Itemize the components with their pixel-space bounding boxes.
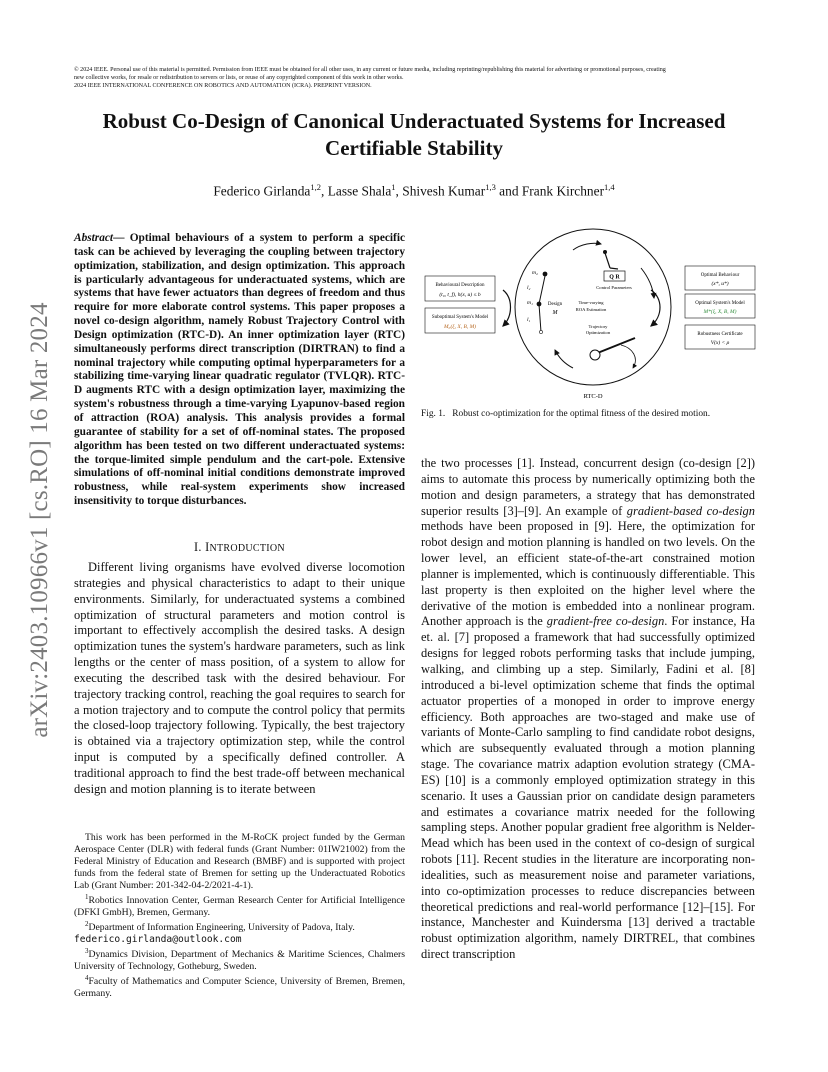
paper-title: [60, 108, 768, 162]
output-arrow: [651, 290, 660, 326]
copyright-notice: [74, 66, 754, 90]
affiliation-4: [74, 973, 405, 1000]
author-separator: ,: [395, 183, 403, 199]
author-affiliation: 1,4: [604, 182, 615, 192]
input-arrow: [503, 290, 511, 326]
emphasis: gradient-based co-design: [626, 503, 755, 518]
text-run: methods have been proposed in [9]. Here, the optimization for robot design and motion planning is handled on two levels. On the lower level, an efficient state-of-the-art constrained motion planner is implemented, which is continuously differentiable. This last property is then exploited on the higher level where the derivative of the motion is embedded into a nonlinear program. Another approach is the: [421, 519, 755, 629]
robot-arm-icon: [605, 253, 610, 268]
author-name: Lasse Shala: [327, 183, 392, 199]
box-title: Suboptimal System's Model: [431, 315, 489, 320]
text-run: . For instance, Ha et. al. [7] proposed a framework that had successfully optimized designs for legged robots performing tasks that include jumping, walking, and climbing up a step. Similarly, Fadini et al. [8] introduced a bi-level optimization scheme that finds the optimal actuator properties of a monoped in order to improve energy efficiency. Both approaches are two-staged and make use of variants of Monte-Carlo sampling to find candidate robot designs, which are subsequently evaluated through a motion planning stage. The covariance matrix adaption evolution strategy (CMA-ES) [10] is a commonly employed optimization strategy in this scenario. It uses a Gaussian prior on candidate design parameters and estimates a covariance matrix needed for the following sampling steps. Another popular gradient free algorithm is Nelder-Mead which has been used in the context of co-design of surgical robots [11]. Recent studies in the literature are incorporating non-idealities, such as measurement noise and parameter variations, into co-optimization processes to reduce discrepancies between theoretical predictions and real-world performance [12]–[15]. For instance, Manchester and Kuindersma [13] derived a tractable robust optimization algorithm, namely DIRTREL, that combines direct transcription: [421, 614, 756, 962]
trajectory-arrow-icon: [621, 345, 635, 368]
affiliation-2: [74, 919, 405, 946]
label-design-symbol: M: [552, 310, 558, 316]
affiliation-text: Department of Information Engineering, University of Padova, Italy.: [88, 922, 355, 934]
pendulum-link-2: [539, 276, 545, 304]
author-affiliation: 1: [391, 182, 396, 192]
section-heading: [74, 540, 405, 555]
abstract-text: Optimal behaviours of a system to perform a specific task can be achieved by leveraging the coupling between trajectory optimization, stabilization, and design optimization. This approach is particularly advantageous for underactuated systems, which are systems that have fewer actuators than degrees of freedom and thus require for more elaborate control systems. This paper proposes a novel co-design algorithm, namely Robust Trajectory Control with Design optimization (RTC-D). An inner optimization layer (RTC) simultaneously performs direct transcription (DIRTRAN) to find a nominal trajectory while computing optimal hyperparameters for a stabilizing time-varying linear quadratic regulator (TVLQR). RTC-D augments RTC with a design optimization layer, maximizing the system's robustness through a time-varying Lyapunov-based region of attraction (ROA) analysis. This analysis provides a formal guarantee of stability for a set of off-nominal states. The proposed algorithm has been tested on two different underactuated systems: the torque-limited simple pendulum and the cart-pole. Extensive simulations of off-nominal initial conditions demonstrate improved robustness, while real-system experiments show increased insensitivity to torque disturbances.: [74, 232, 406, 508]
trajectory-pivot-icon: [590, 350, 600, 360]
box-math: M₀(ξ, X, B, M): [443, 324, 477, 330]
robot-joint-icon: [603, 250, 607, 254]
footnote-mark: 2: [85, 919, 89, 928]
footnote-mark: 1: [85, 892, 89, 901]
copyright-line: © 2024 IEEE. Personal use of this material is permitted. Permission from IEEE must be obtained for all other uses, in any current or future media, including reprinting/republishing this material for advertising or promotional purposes, creating: [74, 67, 666, 73]
box-title: Optimal System's Model: [695, 301, 745, 306]
figure-1: [423, 228, 757, 400]
cycle-arrow: [641, 268, 654, 298]
funding-note: This work has been performed in the M-RoCK project funded by the German Aerospace Center (DLR) with federal funds (Grant Number: 01IW21002) from the Federal Ministry of Education and Research (BMBF) and is supported with project funds from the federal state of Bremen for setting up the Underactuated Robotics Lab (Grant Number: 201-342-04-2/2021-4-1).: [74, 832, 405, 891]
label-l2: l₂: [527, 285, 531, 291]
trajectory-link-icon: [595, 338, 635, 354]
box-math: M*(ξ, X, B, M): [703, 309, 737, 315]
caption-label: Fig. 1.: [421, 409, 446, 419]
label-m2: m₂: [532, 270, 538, 276]
figure-diagram: [423, 228, 757, 400]
label-qr: Q R: [609, 274, 620, 281]
cycle-arrow: [573, 243, 601, 250]
box-math: V(x) < ρ: [710, 340, 730, 346]
caption-text: Robust co-optimization for the optimal fitness of the desired motion.: [452, 409, 711, 419]
label-design: Design: [547, 302, 563, 307]
emphasis: gradient-free co-design: [546, 614, 665, 629]
robot-arm-icon: [610, 268, 618, 269]
pendulum-link-1: [539, 304, 541, 332]
box-title: Behavioural Description: [435, 283, 485, 288]
figure-caption: [421, 409, 755, 419]
abstract-dash: —: [113, 232, 130, 244]
title-line: Robust Co-Design of Canonical Underactuated Systems for Increased: [102, 109, 726, 133]
label-roa-1: Time-varying: [578, 300, 604, 305]
mass-2-icon: [543, 272, 548, 277]
footnotes: [74, 832, 405, 1000]
label-control: Control Parameters: [596, 285, 632, 290]
label-traj-2: Optimization: [585, 330, 611, 335]
abstract-label: Abstract: [74, 232, 114, 244]
affiliation-text: Dynamics Division, Department of Mechanics & Maritime Sciences, Chalmers University of Technology, Gotheburg, Sweden.: [74, 949, 405, 973]
paragraph: Different living organisms have evolved diverse locomotion strategies and physical characteristics to adapt to their unique environments. Similarly, for underactuated systems a combined optimization of structural parameters and motion control is important to effectively accomplish the desired tasks. A design optimization tunes the system's hardware parameters, such as link lengths or the center of mass position, of a system to allow for executing the described task with the desired behaviour. For trajectory tracking control, reaching the goal requires to search for a motion trajectory and to compute the control policy that permits the closed-loop trajectory following. Typically, the best trajectory is obtained via a trajectory optimization step, while the control input is computed by a specifically defined controller. A traditional approach to find the best trade-off between mechanical design and motion planning is to iterate between: [74, 560, 405, 796]
author-separator: ,: [321, 183, 328, 199]
box-math: (x*, u*): [711, 281, 729, 287]
text-run: the two processes [1]. Instead, concurrent design (co-design [2]) aims to automate this process by numerically optimizing both the motion and design parameters, a strategy that has demonstrated superior results [3]–[9]. An example of: [421, 456, 755, 518]
arxiv-stamp: arXiv:2403.10966v1 [cs.RO] 16 Mar 2024: [26, 302, 53, 738]
affiliation-1: [74, 892, 405, 919]
intro-body: [74, 560, 405, 798]
footnote-mark: 3: [85, 947, 89, 956]
box-title: Robustness Certificate: [697, 332, 743, 337]
section-title-rest: NTRODUCTION: [209, 543, 285, 554]
label-traj-1: Trajectory: [588, 324, 608, 329]
author-affiliation: 1,3: [485, 182, 496, 192]
copyright-line: 2024 IEEE INTERNATIONAL CONFERENCE ON ROBOTICS AND AUTOMATION (ICRA). PREPRINT VERSION.: [74, 83, 372, 90]
paragraph: [421, 456, 755, 963]
affiliation-3: [74, 946, 405, 973]
author-name: Frank Kirchner: [521, 183, 605, 199]
label-m1: m₁: [527, 300, 533, 306]
copyright-line: new collective works, for resale or redistribution to servers or lists, or reuse of any copyrighted component of this work in other works.: [74, 75, 404, 82]
pivot-icon: [539, 330, 542, 333]
footnote-mark: 4: [85, 974, 89, 983]
section-number: I.: [194, 540, 206, 554]
mass-1-icon: [537, 302, 542, 307]
section-title-initial: I: [205, 540, 210, 554]
abstract: [74, 232, 405, 509]
box-title: Optimal Behaviour: [700, 273, 740, 278]
author-affiliation: 1,2: [310, 182, 321, 192]
label-roa-2: ROA Estimation: [575, 307, 607, 312]
author-name: Federico Girlanda: [213, 183, 311, 199]
author-list: [60, 182, 768, 199]
affiliation-text: Faculty of Mathematics and Computer Science, University of Bremen, Bremen, Germany.: [74, 976, 405, 1000]
author-separator: and: [495, 183, 522, 199]
right-column-body: [421, 456, 755, 963]
label-rtc-d: RTC-D: [583, 393, 603, 400]
box-math: (t₀, t_f), h(x, u) ≤ b: [439, 292, 481, 298]
author-email[interactable]: federico.girlanda@outlook.com: [74, 934, 242, 946]
cycle-arrow: [555, 350, 573, 368]
label-l1: l₁: [527, 317, 531, 323]
author-name: Shivesh Kumar: [402, 183, 486, 199]
title-line: Certifiable Stability: [325, 136, 503, 160]
affiliation-text: Robotics Innovation Center, German Research Center for Artificial Intelligence (DFKI GmbH), Bremen, Germany.: [74, 895, 405, 918]
